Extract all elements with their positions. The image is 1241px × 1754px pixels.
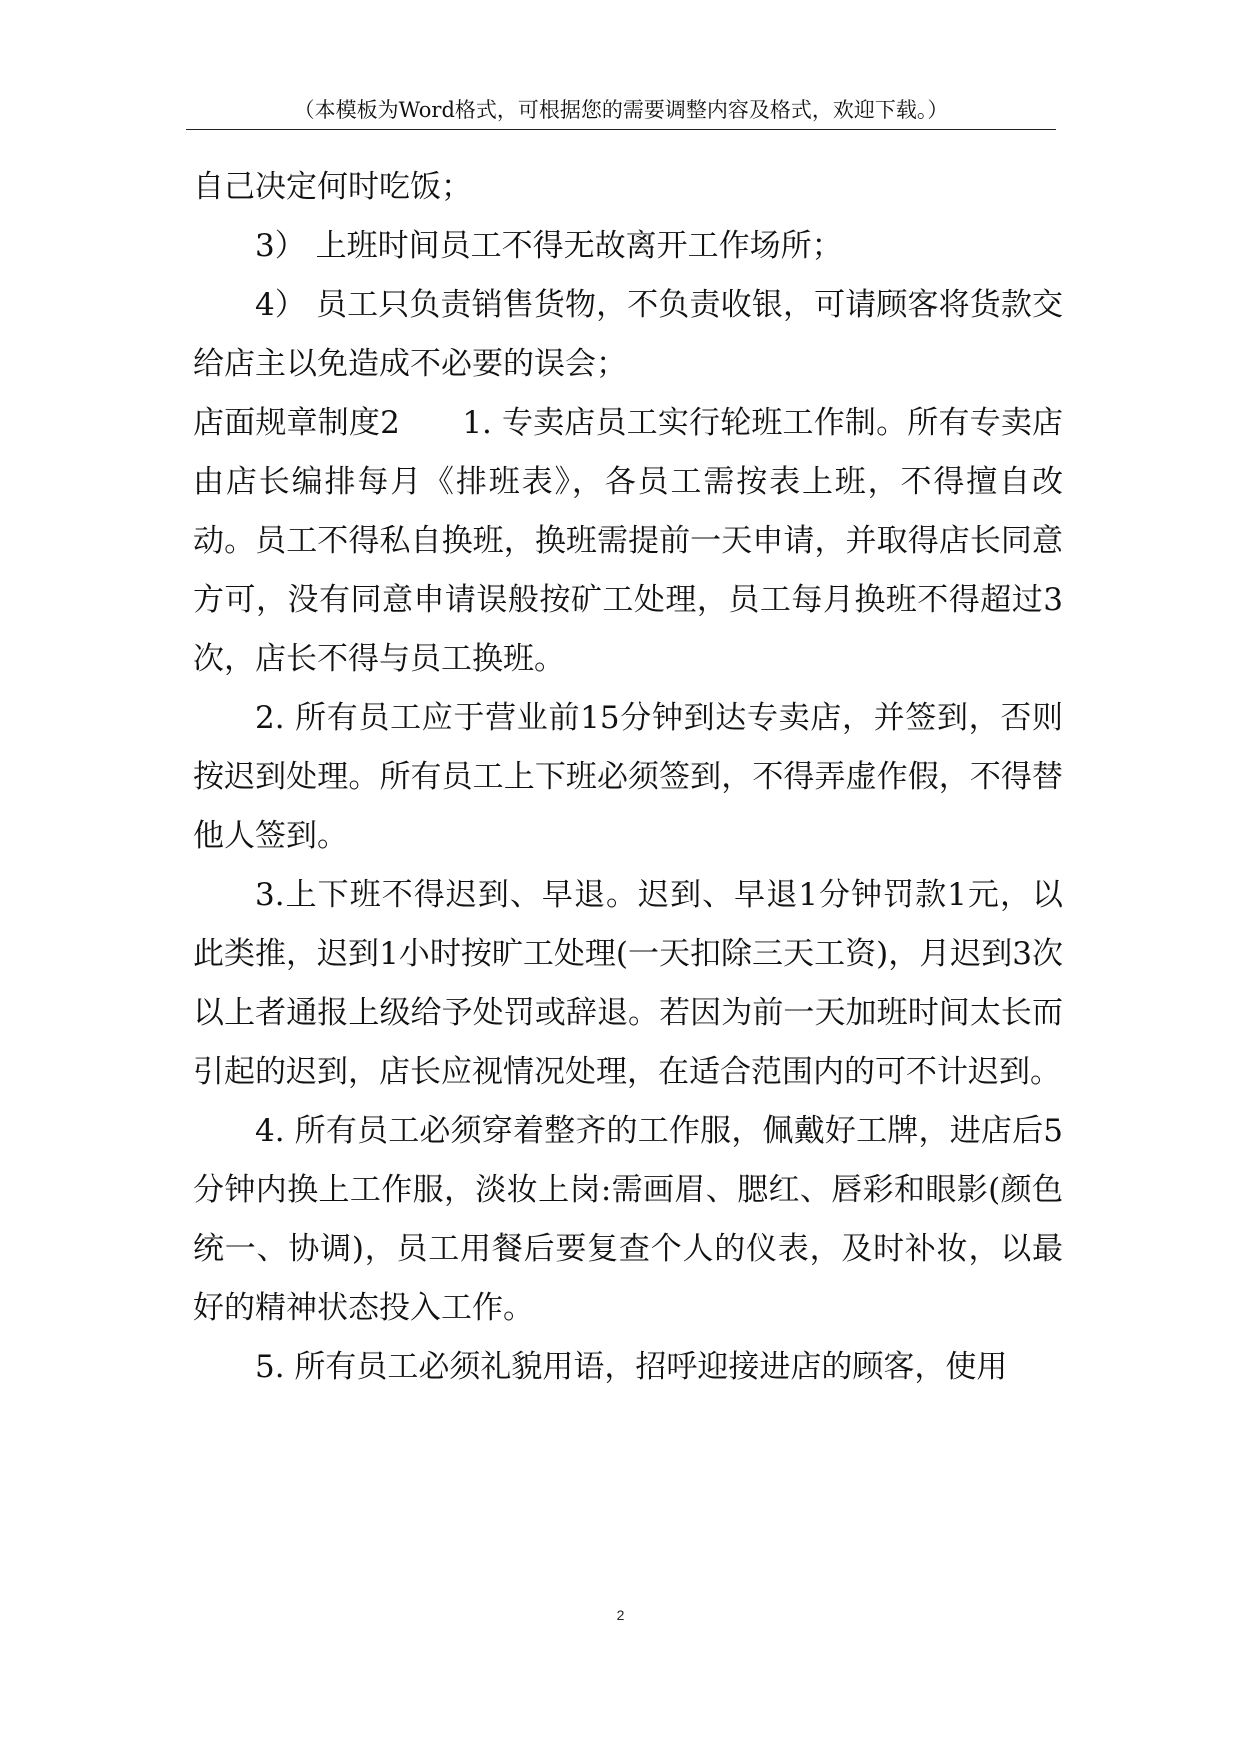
- paragraph-rule-5-courtesy: 5. 所有员工必须礼貌用语，招呼迎接进店的顾客，使用: [255, 1349, 1008, 1385]
- paragraph-rule-3-lateness: 3.上下班不得迟到、早退。迟到、早退1分钟罚款1元，以此类推，迟到1小时按旷工处理(一天扣除三天工资)，月迟到3次以上者通报上级给予处罚或辞退。若因为前一天加班时间太长而引起的迟到，店长应视情况处理，在适合范围内的可不计迟到。: [193, 877, 1063, 1090]
- paragraph-rule-3: 3） 上班时间员工不得无故离开工作场所；: [255, 228, 843, 264]
- header-divider: [186, 129, 1056, 130]
- paragraph-rule-4-uniform: 4. 所有员工必须穿着整齐的工作服，佩戴好工牌，进店后5分钟内换上工作服，淡妆上岗:需画眉、腮红、唇彩和眼影(颜色统一、协调)，员工用餐后要复查个人的仪表，及时补妆，以最好的精神状态投入工作。: [193, 1113, 1063, 1326]
- page-header-note: （本模板为Word格式，可根据您的需要调整内容及格式，欢迎下载。）: [293, 98, 949, 122]
- page-number: 2: [616, 1607, 625, 1623]
- paragraph-rule-2: 2. 所有员工应于营业前15分钟到达专卖店，并签到，否则按迟到处理。所有员工上下班必须签到，不得弄虚作假，不得替他人签到。: [193, 700, 1063, 854]
- paragraph-continuation: 自己决定何时吃饭；: [193, 169, 472, 205]
- document-body: [193, 158, 1063, 1397]
- paragraph-rule-4: 4） 员工只负责销售货物，不负责收银，可请顾客将货款交给店主以免造成不必要的误会；: [193, 287, 1063, 382]
- paragraph-section-2-rule-1: 店面规章制度2 1. 专卖店员工实行轮班工作制。所有专卖店由店长编排每月《排班表》，各员工需按表上班，不得擅自改动。员工不得私自换班，换班需提前一天申请，并取得店长同意方可，没有同意申请误般按矿工处理，员工每月换班不得超过3次，店长不得与员工换班。: [193, 405, 1063, 677]
